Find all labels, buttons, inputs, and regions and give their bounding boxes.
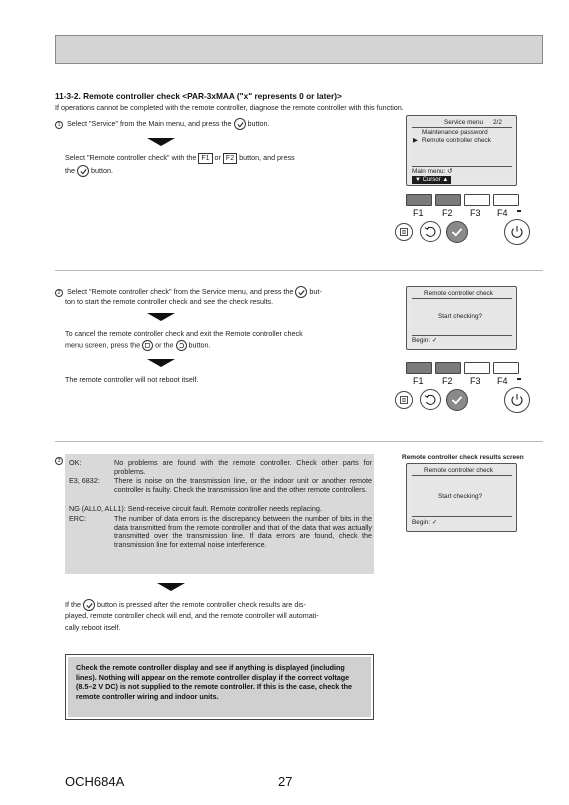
results-screen-caption: Remote controller check results screen	[402, 454, 524, 461]
result-erc: ERC: The number of data errors is the discrepancy between the number of bits in the data transmitted from the remote controller and that of the data that was actually transmitted over the transmission line. If data errors are found, check the transmission line for external noise interference.	[69, 514, 372, 550]
ok-button-icon	[295, 286, 307, 298]
arrow-down-icon	[147, 359, 175, 367]
ok-button	[446, 221, 468, 243]
f1-key: F1	[198, 153, 212, 164]
cursor-bar: ▼ Cursor ▲	[412, 176, 451, 184]
menu-item-maintenance: Maintenance password	[422, 129, 488, 136]
power-icon	[505, 220, 529, 244]
ok-button-icon	[83, 599, 95, 611]
divider-1	[55, 270, 543, 271]
note-box	[65, 654, 374, 720]
lcd-screen-results	[406, 463, 517, 532]
screen-page: 2/2	[493, 119, 502, 126]
f3-button	[464, 194, 490, 206]
result-e3: E3, 6832: There is noise on the transmission line, or the indoor unit or another remote controller is faulty. Check the transmission line and the other remote controllers.	[69, 476, 372, 494]
triangle-up-icon: ▲	[442, 177, 449, 183]
f1-label: F1	[413, 376, 424, 386]
f3-button	[464, 362, 490, 374]
f4-button	[493, 194, 519, 206]
result-ok: OK: No problems are found with the remote controller. Check other parts for problems.	[69, 458, 372, 476]
f2-label: F2	[442, 376, 453, 386]
screen-footer: Begin: ✓	[412, 337, 438, 344]
menu-icon	[396, 392, 412, 408]
step3-after-a: If the button is pressed after the remote controller check results are dis-	[65, 599, 306, 611]
return-icon	[421, 222, 440, 241]
return-icon	[421, 390, 440, 409]
f2-button	[435, 194, 461, 206]
f4-label: F4	[497, 208, 508, 218]
menu-icon	[396, 224, 412, 240]
f4-button	[493, 362, 519, 374]
step2-number: 2	[55, 289, 63, 297]
ok-button-icon	[234, 118, 246, 130]
section-title: 11-3-2. Remote controller check <PAR-3xMAA ("x" represents 0 or later)>	[55, 91, 342, 101]
f2-label: F2	[442, 208, 453, 218]
f4-label: F4	[497, 376, 508, 386]
step1-line-a: 1 Select "Service" from the Main menu, and press the button.	[55, 118, 270, 130]
return-button	[420, 389, 441, 410]
triangle-down-icon: ▼	[415, 177, 421, 183]
arrow-down-icon	[157, 583, 185, 591]
f1-button	[406, 362, 432, 374]
check-icon	[447, 390, 467, 410]
intro-text: If operations cannot be completed with the remote controller, diagnose the remote controller with this function.	[55, 103, 404, 112]
step2-line-b1: To cancel the remote controller check and exit the Remote controller check	[65, 329, 303, 338]
results-box	[65, 454, 374, 574]
ok-button-icon	[77, 165, 89, 177]
note-text: Check the remote controller display and see if anything is displayed (including lines). Nothing will appear on the remote controller display if the correct voltage (8.5–2 V DC) is not supplied to the remote controller. If this is the case, check the remote controller wiring and indoor units.	[68, 657, 371, 717]
screen-title: Remote controller check	[424, 290, 493, 297]
screen-title: Service menu	[444, 119, 484, 126]
step1-line-b2: the button.	[65, 165, 113, 177]
f3-label: F3	[470, 376, 481, 386]
f1-button	[406, 194, 432, 206]
step3-after-c: cally reboot itself.	[65, 623, 121, 632]
menu-button-icon	[142, 340, 153, 351]
f3-label: F3	[470, 208, 481, 218]
ok-button	[446, 389, 468, 411]
step1-line-b: Select "Remote controller check" with the F1 or F2 button, and press	[65, 153, 295, 162]
step2-line-a: 2 Select "Remote controller check" from the Service menu, and press the but-	[55, 286, 322, 298]
step2-line-a2: ton to start the remote controller check and see the check results.	[65, 297, 274, 306]
lcd-screen-service-menu	[406, 115, 517, 186]
menu-item-rc-check: Remote controller check	[422, 137, 491, 144]
return-button	[420, 221, 441, 242]
step3-number-wrap	[55, 455, 65, 465]
screen-body: Start checking?	[438, 493, 483, 500]
menu-button	[395, 223, 413, 241]
power-icon	[505, 388, 529, 412]
f2-key: F2	[223, 153, 237, 164]
arrow-down-icon	[147, 138, 175, 146]
f1-label: F1	[413, 208, 424, 218]
power-button	[504, 219, 530, 245]
screen-body: Start checking?	[438, 313, 483, 320]
cursor-icon: ▶	[413, 137, 418, 144]
step3-number: 3	[55, 457, 63, 465]
header-bar	[55, 35, 543, 64]
menu-button	[395, 391, 413, 409]
divider-2	[55, 441, 543, 442]
power-button	[504, 387, 530, 413]
screen-footer: Begin: ✓	[412, 519, 438, 526]
step2-line-b2: menu screen, press the or the button.	[65, 340, 211, 350]
check-icon: ✓	[431, 337, 438, 344]
step1-number: 1	[55, 121, 63, 129]
check-icon: ✓	[431, 519, 438, 526]
f2-button	[435, 362, 461, 374]
check-icon	[447, 222, 467, 242]
doc-code: OCH684A	[65, 774, 125, 789]
result-ng: NG (ALL0, ALL1): Send-receive circuit fault. Remote controller needs replacing.	[69, 504, 322, 513]
step2-line-c: The remote controller will not reboot itself.	[65, 375, 199, 384]
return-button-icon	[176, 340, 187, 351]
step3-after-b: played, remote controller check will end, and the remote controller will automati-	[65, 611, 319, 620]
arrow-down-icon	[147, 313, 175, 321]
lcd-screen-rc-check	[406, 286, 517, 350]
screen-title: Remote controller check	[424, 467, 493, 474]
return-icon: ↺	[447, 168, 453, 175]
page-number: 27	[278, 774, 293, 789]
footer-main-menu: Main menu: ↺	[412, 168, 453, 175]
